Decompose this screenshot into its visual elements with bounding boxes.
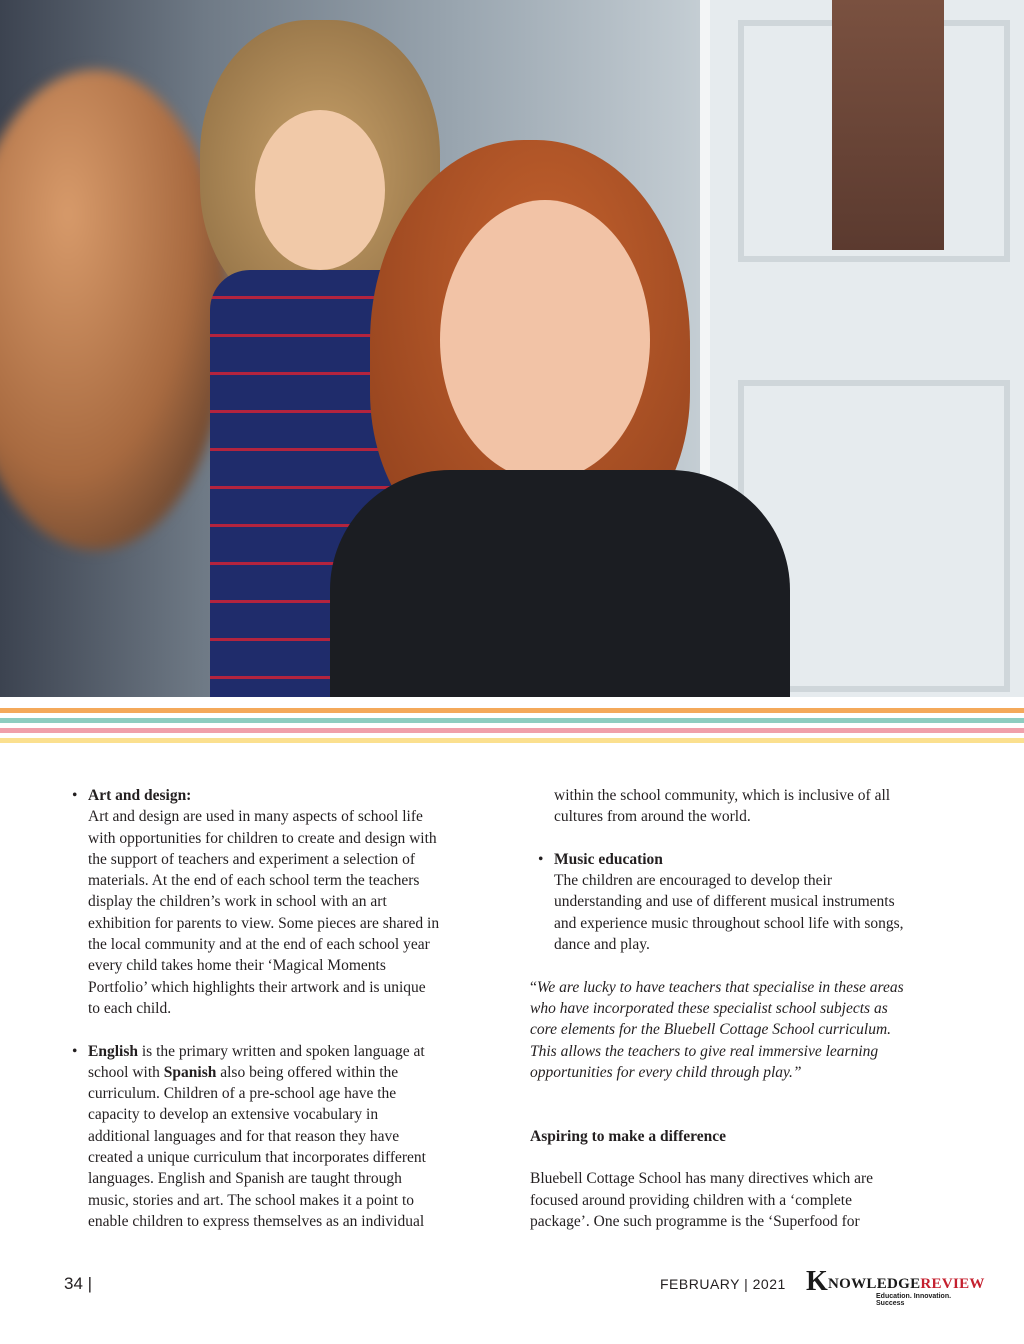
english-line xyxy=(88,1041,502,1062)
english-line-text: school with xyxy=(88,1063,164,1081)
page-number: 34 | xyxy=(64,1274,93,1293)
english-term: English xyxy=(88,1042,138,1060)
stripe-pink xyxy=(0,728,1024,733)
english-line: created a unique curriculum that incorporates different xyxy=(88,1149,426,1167)
english-line: capacity to develop an extensive vocabulary in xyxy=(88,1106,379,1124)
english-line: languages. English and Spanish are taught through xyxy=(88,1170,402,1188)
english-line: curriculum. Children of a pre-school age have the xyxy=(88,1085,397,1103)
section-line: Bluebell Cottage School has many directives which are xyxy=(530,1170,874,1188)
quote-line: who have incorporated these specialist school subjects as xyxy=(530,999,888,1017)
stripe-orange xyxy=(0,708,1024,713)
bullet-dot: • xyxy=(72,787,78,804)
section-line: focused around providing children with a ‘complete xyxy=(530,1191,852,1209)
knowledge-review-logo xyxy=(806,1266,985,1307)
right-column xyxy=(530,785,970,1232)
quote-line: This allows the teachers to give real immersive learning xyxy=(530,1042,879,1060)
spanish-term: Spanish xyxy=(163,1063,217,1081)
art-line: the local community and at the end of each school year xyxy=(88,936,430,954)
quote-open-mark: “ xyxy=(530,978,537,996)
logo-word-red: REVIEW xyxy=(920,1276,985,1292)
stripe-teal xyxy=(0,718,1024,723)
continued-line: cultures from around the world. xyxy=(554,808,751,826)
english-line: music, stories and art. The school makes it a point to xyxy=(88,1191,415,1209)
bullet-dot: • xyxy=(72,1042,78,1060)
logo-tagline: Education. Innovation. Success xyxy=(876,1293,952,1307)
section-line: package’. One such programme is the ‘Superfood for xyxy=(530,1212,860,1230)
art-line: Portfolio’ which highlights their artwork and is unique xyxy=(88,978,426,996)
blurred-adult-head xyxy=(0,70,230,550)
art-line: Art and design are used in many aspects of school life xyxy=(88,808,423,826)
quote-line: core elements for the Bluebell Cottage School curriculum. xyxy=(530,1021,892,1039)
art-line: the support of teachers and experiment a selection of xyxy=(88,850,416,868)
english-line xyxy=(88,1062,502,1083)
quote-line: opportunities for every child through play.” xyxy=(530,1063,802,1081)
art-line: exhibition for parents to view. Some pieces are shared in xyxy=(88,914,440,932)
music-heading: Music education xyxy=(554,850,663,868)
teacher-paisley-blouse xyxy=(330,470,790,697)
music-item xyxy=(538,849,970,955)
english-item xyxy=(72,1041,502,1233)
section-heading: Aspiring to make a difference xyxy=(530,1127,727,1145)
english-line-text: also being offered within the xyxy=(216,1063,399,1081)
bullet-dot: • xyxy=(538,850,544,868)
pull-quote xyxy=(530,977,970,1083)
quote-line xyxy=(530,977,970,998)
teacher-face xyxy=(440,200,650,480)
music-line: understanding and use of different musical instruments xyxy=(554,893,895,911)
left-column xyxy=(72,785,502,1232)
art-design-heading: Art and design: xyxy=(88,787,192,804)
english-line: enable children to express themselves as an individual xyxy=(88,1212,425,1230)
art-line: display the children’s work in school with an art xyxy=(88,893,387,911)
music-line: The children are encouraged to develop their xyxy=(554,872,833,890)
continued-text xyxy=(530,785,970,828)
logo-word-black: NOWLEDGE xyxy=(828,1276,921,1292)
art-design-item xyxy=(72,785,502,1019)
continued-line: within the school community, which is inclusive of all xyxy=(554,787,891,804)
issue-date: FEBRUARY | 2021 xyxy=(660,1276,786,1292)
decorative-stripes xyxy=(0,708,1024,748)
logo-letter: K xyxy=(806,1266,828,1297)
english-line: additional languages and for that reason they have xyxy=(88,1127,400,1145)
laughing-teacher xyxy=(330,140,790,697)
music-line: and experience music throughout school life with songs, xyxy=(554,914,904,932)
art-line: every child takes home their ‘Magical Moments xyxy=(88,957,386,975)
quote-text: We are lucky to have teachers that specialise in these areas xyxy=(536,978,904,996)
stripe-yellow xyxy=(0,738,1024,743)
art-line: with opportunities for children to create and design with xyxy=(88,829,437,847)
english-line-text: is the primary written and spoken language at xyxy=(137,1042,425,1060)
art-line: materials. At the end of each school term the teachers xyxy=(88,872,420,890)
logo-wordmark xyxy=(828,1276,985,1293)
music-line: dance and play. xyxy=(554,936,650,954)
brick-pillar xyxy=(832,0,944,250)
art-line: to each child. xyxy=(88,999,172,1017)
